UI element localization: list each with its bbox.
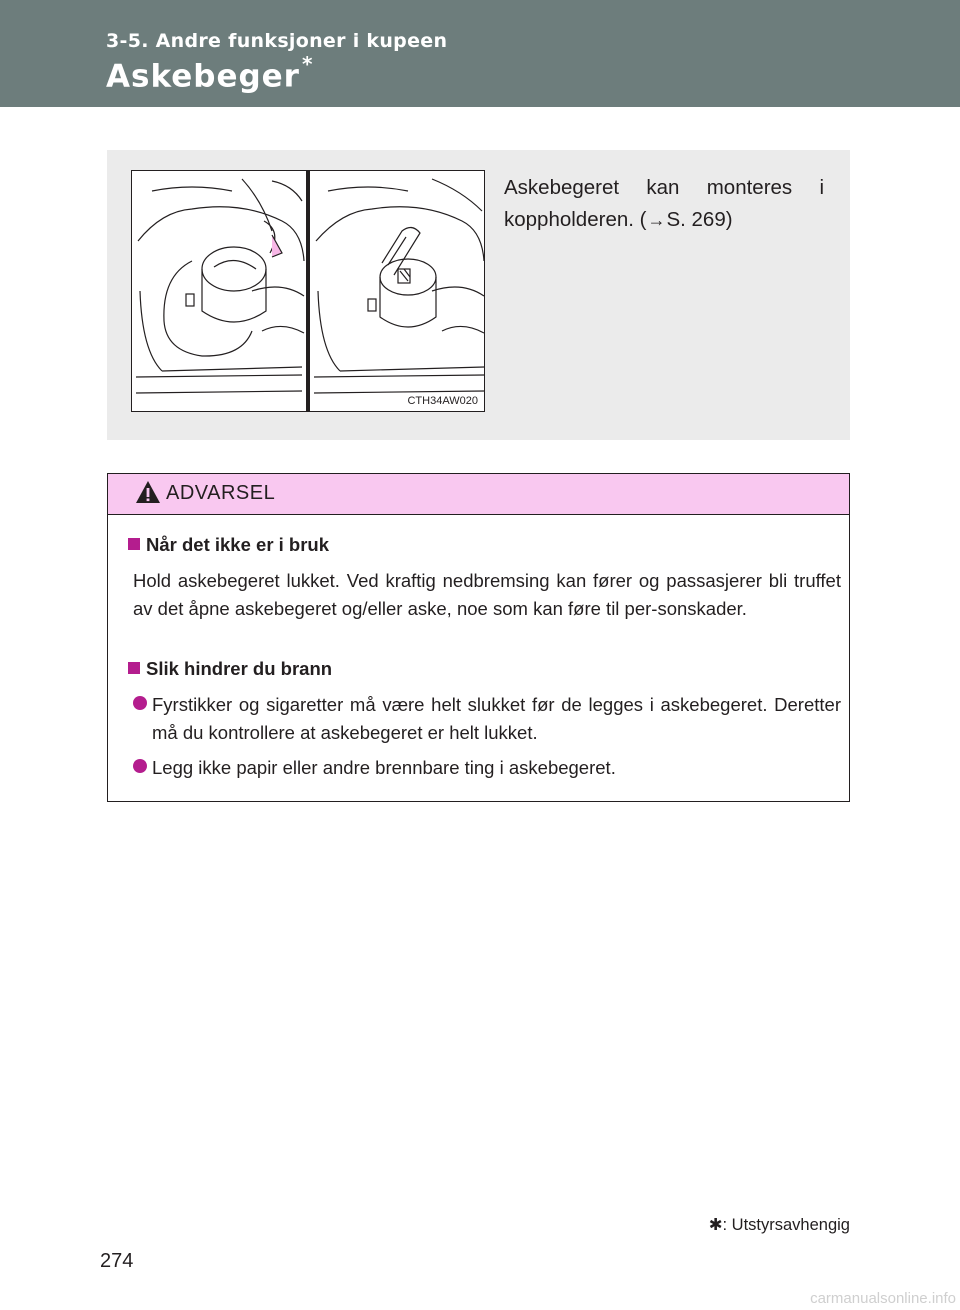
page-reference: S. 269): [666, 208, 733, 231]
page-number: 274: [100, 1250, 134, 1272]
section-heading-fire: Slik hindrer du brann: [146, 658, 333, 679]
figure-caption: [504, 172, 824, 236]
equipment-footnote: ✱: Utstyrsavhengig: [708, 1216, 850, 1234]
caption-text: Askebegeret kan monteres i koppholderen. (: [504, 176, 824, 231]
square-bullet-icon: [128, 538, 140, 550]
warning-triangle-icon: [135, 480, 161, 504]
ashtray-drawing: [132, 171, 484, 411]
square-bullet-icon: [128, 662, 140, 674]
page-header: [0, 0, 960, 107]
arrow-icon: →: [647, 210, 666, 230]
page-title-text: Askebeger: [106, 58, 300, 95]
warning-title: ADVARSEL: [166, 482, 276, 504]
warning-box: [107, 473, 850, 802]
fire-item-2: Legg ikke papir eller andre brennbare ting i askebegeret.: [152, 757, 616, 778]
section-title: 3-5. Andre funksjoner i kupeen: [106, 30, 448, 52]
ashtray-illustration: [131, 170, 485, 412]
page-title: [106, 52, 314, 95]
round-bullet-icon: [133, 696, 147, 710]
round-bullet-icon: [133, 759, 147, 773]
image-code: CTH34AW020: [407, 395, 478, 407]
watermark: carmanualsonline.info: [735, 1288, 960, 1310]
warning-header: [108, 474, 849, 515]
section-heading-not-in-use: Når det ikke er i bruk: [146, 534, 330, 555]
equipment-mark: *: [301, 52, 314, 76]
section-text-not-in-use: Hold askebegeret lukket. Ved kraftig nedbremsing kan fører og passasjerer bli truffet av det åpne askebegeret og/eller aske, noe som kan føre til per-sonskader.: [133, 570, 841, 619]
fire-item-1: Fyrstikker og sigaretter må være helt slukket før de legges i askebegeret. Deretter må du kontrollere at askebegeret er helt lukket.: [152, 694, 841, 743]
figure-panel: [107, 150, 850, 440]
